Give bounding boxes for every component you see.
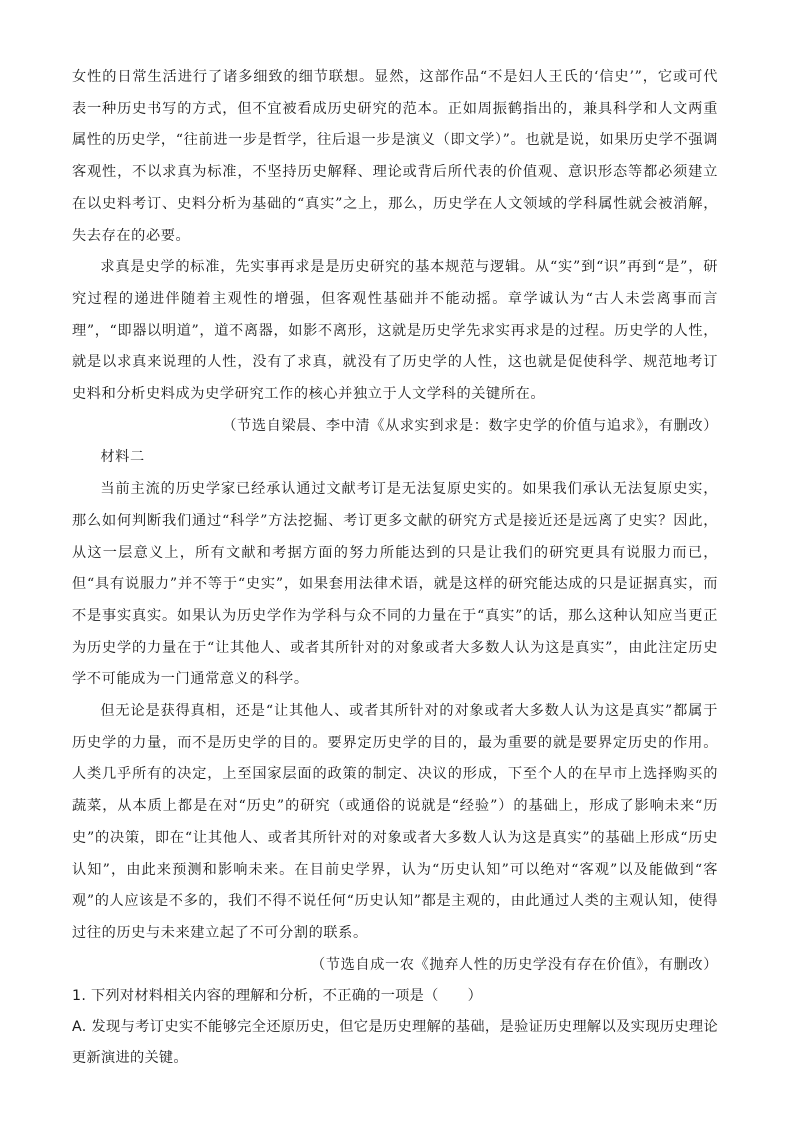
paragraph-purpose-of-history: 但无论是获得真相，还是“让其他人、或者其所针对的对象或者大多数人认为这是真实”都属于历史学的力量，而不是历史学的目的。要界定历史学的目的，最为重要的就是要界定历史的作用。人类几乎所有的决定，上至国家层面的政策的制定、决议的形成，下至个人的在早市上选择购买的蔬菜，从本质上都是在对“历史”的研究（或通俗的说就是“经验”）的基础上，形成了影响未来“历史”的决策，即在“让其他人、或者其所针对的对象或者大多数人认为这是真实”的基础上形成“历史认知”，由此来预测和影响未来。在目前史学界，认为“历史认知”可以绝对“客观”以及能做到“客观”的人应该是不多的，我们不得不说任何“历史认知”都是主观的，由此通过人类的主观认知，使得过往的历史与未来建立起了不可分割的联系。 xyxy=(72,703,718,941)
source-citation-1: （节选自梁晨、李中清《从求实到求是：数字史学的价值与追求》，有删改） xyxy=(222,417,718,434)
paragraph-truth-seeking: 求真是史学的标准，先实事再求是是历史研究的基本规范与逻辑。从“实”到“识”再到“是”，研究过程的递进伴随着主观性的增强，但客观性基础并不能动摇。章学诚认为“古人未尝离事而言理”，“即器以明道”，道不离器，如影不离形，这就是历史学先求实再求是的过程。历史学的人性，就是以求真来说理的人性，没有了求真，就没有了历史学的人性，这也就是促使科学、规范地考订史料和分析史料成为史学研究工作的核心并独立于人文学科的关键所在。 xyxy=(72,259,718,403)
paragraph-continued: 女性的日常生活进行了诸多细致的细节联想。显然，这部作品“不是妇人王氏的‘信史’”，它或可代表一种历史书写的方式，但不宜被看成历史研究的范本。正如周振鹤指出的，兼具科学和人文两重属性的历史学，“往前进一步是哲学，往后退一步是演义（即文学）”。也就是说，如果历史学不强调客观性，不以求真为标准，不坚持历史解释、理论或背后所代表的价值观、意识形态等都必须建立在以史料考订、史料分析为基础的“真实”之上，那么，历史学在人文领域的学科属性就会被消解，失去存在的必要。 xyxy=(72,69,718,244)
passage xyxy=(72,62,718,1074)
question-stem: 1. 下列对材料相关内容的理解和分析，不正确的一项是（ ） xyxy=(72,988,483,1005)
option-a[interactable]: A. 发现与考订史实不能够完全还原历史，但它是历史理解的基础，是验证历史理解以及实现历史理论更新演进的关键。 xyxy=(72,1019,718,1067)
paragraph-historical-fact: 当前主流的历史学家已经承认通过文献考订是无法复原史实的。如果我们承认无法复原史实，那么如何判断我们通过“科学”方法挖掘、考订更多文献的研究方式是接近还是远离了史实？因此，从这一层意义上，所有文献和考据方面的努力所能达到的只是让我们的研究更具有说服力而已，但“具有说服力”并不等于“史实”，如果套用法律术语，就是这样的研究能达成的只是证据真实，而不是事实真实。如果认为历史学作为学科与众不同的力量在于“真实”的话，那么这种认知应当更正为历史学的力量在于“让其他人、或者其所针对的对象或者大多数人认为这是真实”，由此注定历史学不可能成为一门通常意义的科学。 xyxy=(72,481,718,688)
question-1 xyxy=(72,981,718,1074)
source-citation-2: （节选自成一农《抛弃人性的历史学没有存在价值》，有删改） xyxy=(311,956,718,973)
material-two-label: 材料二 xyxy=(100,449,145,466)
